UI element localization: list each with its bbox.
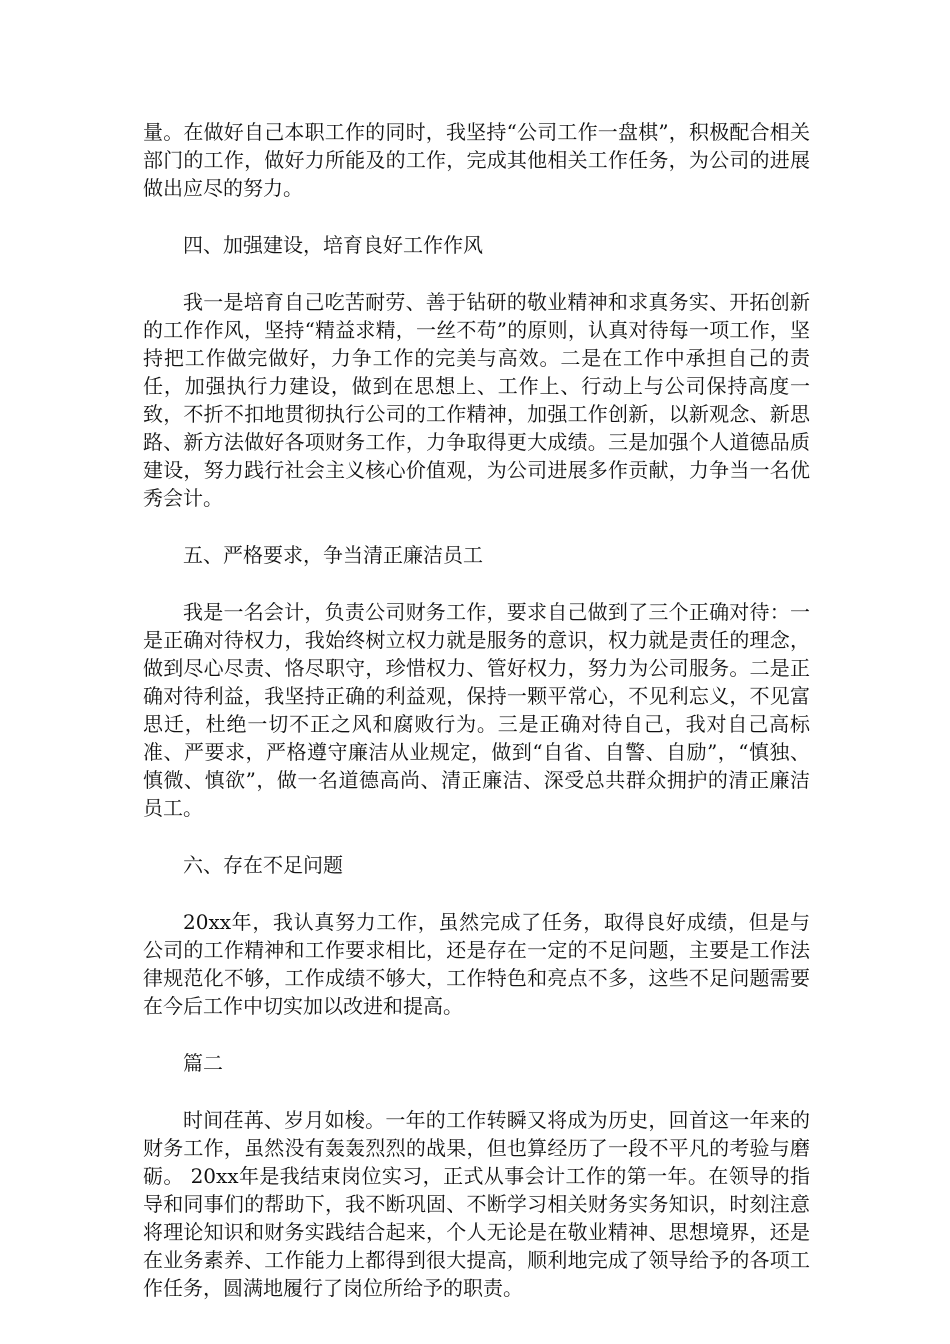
paragraph-shortcomings: 20xx年，我认真努力工作，虽然完成了任务，取得良好成绩，但是与公司的工作精神和工作要求相比，还是存在一定的不足问题，主要是工作法律规范化不够，工作成绩不够大，工作特色和亮点不多，这些不足问题需要在今后工作中切实加以改进和提高。	[143, 910, 810, 1018]
section-heading-6: 六、存在不足问题	[183, 853, 343, 877]
section-heading-5: 五、严格要求，争当清正廉洁员工	[183, 543, 483, 567]
paragraph-continuation: 量。在做好自己本职工作的同时，我坚持“公司工作一盘棋”，积极配合相关部门的工作，做好力所能及的工作，完成其他相关工作任务，为公司的进展做出应尽的努力。	[143, 120, 810, 200]
paragraph-integrity: 我是一名会计，负责公司财务工作，要求自己做到了三个正确对待：一是正确对待权力，我始终树立权力就是服务的意识，权力就是责任的理念，做到尽心尽责、恪尽职守，珍惜权力、管好权力，努力为公司服务。二是正确对待利益，我坚持正确的利益观，保持一颗平常心，不见利忘义，不见富思迁，杜绝一切不正之风和腐败行为。三是正确对待自己，我对自己高标准、严要求，严格遵守廉洁从业规定，做到“自省、自警、自励”，“慎独、慎微、慎欲”，做一名道德高尚、清正廉洁、深受总共群众拥护的清正廉洁员工。	[143, 600, 810, 820]
paragraph-work-style: 我一是培育自己吃苦耐劳、善于钻研的敬业精神和求真务实、开拓创新的工作作风，坚持“精益求精，一丝不苟”的原则，认真对待每一项工作，坚持把工作做完做好，力争工作的完美与高效。二是在工作中承担自己的责任，加强执行力建设，做到在思想上、工作上、行动上与公司保持高度一致，不折不扣地贯彻执行公司的工作精神，加强工作创新，以新观念、新思路、新方法做好各项财务工作，力争取得更大成绩。三是加强个人道德品质建设，努力践行社会主义核心价值观，为公司进展多作贡献，力争当一名优秀会计。	[143, 290, 810, 510]
section-heading-part-2: 篇二	[183, 1051, 223, 1075]
document-page	[143, 118, 810, 1331]
section-heading-4: 四、加强建设，培育良好工作作风	[183, 233, 483, 257]
paragraph-part-2-intro: 时间荏苒、岁月如梭。一年的工作转瞬又将成为历史，回首这一年来的财务工作，虽然没有轰轰烈烈的战果，但也算经历了一段不平凡的考验与磨砺。 20xx年是我结束岗位实习，正式从事会计工作的第一年。在领导的指导和同事们的帮助下，我不断巩固、不断学习相关财务实务知识，时刻注意将理论知识和财务实践结合起来，个人无论是在敬业精神、思想境界，还是在业务素养、工作能力上都得到很大提高，顺利地完成了领导给予的各项工作任务，圆满地履行了岗位所给予的职责。	[143, 1108, 810, 1300]
